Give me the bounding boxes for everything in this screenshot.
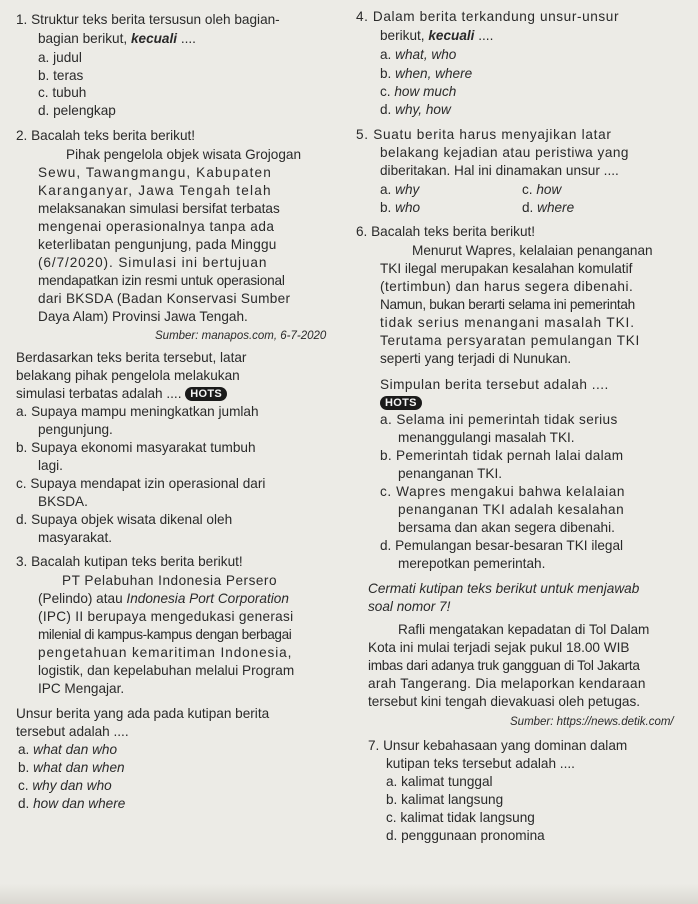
q7-stem-line2: kutipan teks tersebut adalah .... — [386, 756, 575, 771]
q2-option-a-cont: pengunjung. — [38, 422, 113, 437]
q1-option-d[interactable]: d. pelengkap — [38, 103, 116, 118]
hots-badge: HOTS — [185, 387, 227, 401]
q6-passage-line: Menurut Wapres, kelalaian penanganan — [412, 243, 653, 258]
q7-source: Sumber: https://news.detik.com/ — [510, 716, 674, 728]
q2-source: Sumber: manapos.com, 6-7-2020 — [155, 330, 327, 342]
q7-instruction-line2: soal nomor 7! — [368, 599, 451, 614]
q6-option-d-cont: merepotkan pemerintah. — [398, 556, 546, 571]
q6-option-c[interactable]: c. Wapres mengakui bahwa kelalaian — [380, 484, 626, 499]
q2-passage-line: Karanganyar, Jawa Tengah telah — [38, 183, 272, 198]
q2-question-line: belakang pihak pengelola melakukan — [16, 368, 240, 383]
q7-passage-line: tersebut kini tengah dievakuasi oleh petugas. — [368, 694, 641, 709]
q2-passage-line: mendapatkan izin resmi untuk operasional — [38, 273, 285, 288]
hots-badge: HOTS — [380, 396, 422, 410]
q2-passage-line: dari BKSDA (Badan Konservasi Sumber — [38, 291, 291, 306]
q3-passage-line: pengetahuan kemaritiman Indonesia, — [38, 645, 293, 660]
q2-stem: 2. Bacalah teks berita berikut! — [16, 128, 196, 143]
q2-option-d[interactable]: d. Supaya objek wisata dikenal oleh — [16, 512, 233, 527]
q6-passage-line: TKI ilegal merupakan kesalahan komulatif — [380, 261, 633, 276]
q6-option-d[interactable]: d. Pemulangan besar-besaran TKI ilegal — [380, 538, 624, 553]
q3-passage-line: (IPC) II berupaya mengedukasi generasi — [38, 609, 294, 624]
q6-option-b-cont: penanganan TKI. — [398, 466, 503, 481]
q7-passage-line: imbas dari adanya truk gangguan di Tol Jakarta — [368, 658, 640, 673]
q6-question: Simpulan berita tersebut adalah .... — [380, 377, 609, 392]
q5-stem-line: diberitakan. Hal ini dinamakan unsur .... — [380, 163, 619, 178]
page-edge-shadow — [0, 884, 698, 904]
q6-option-c-cont: bersama dan akan segera dibenahi. — [398, 520, 615, 535]
q4-stem: 4. Dalam berita terkandung unsur-unsur — [356, 9, 620, 24]
q4-option-b[interactable]: b. when, where — [380, 66, 473, 81]
q7-option-b[interactable]: b. kalimat langsung — [386, 792, 504, 807]
q4-option-a[interactable]: a. what, who — [380, 47, 457, 62]
q3-option-c[interactable]: c. why dan who — [18, 778, 112, 793]
q1-stem-line2: bagian berikut, kecuali .... — [38, 31, 196, 46]
q2-option-c-cont: BKSDA. — [38, 494, 88, 509]
q2-option-a[interactable]: a. Supaya mampu meningkatkan jumlah — [16, 404, 259, 419]
q5-option-d[interactable]: d. where — [522, 200, 575, 215]
q2-option-c[interactable]: c. Supaya mendapat izin operasional dari — [16, 476, 266, 491]
q4-option-d[interactable]: d. why, how — [380, 102, 451, 117]
q3-passage-line: IPC Mengajar. — [38, 681, 125, 696]
q6-passage-line: Terutama persyaratan pemulangan TKI — [380, 333, 641, 348]
q2-passage-line: keterlibatan pengunjung, pada Minggu — [38, 237, 277, 252]
q6-option-c-cont: penanganan TKI adalah kesalahan — [398, 502, 625, 517]
q2-passage-line: Daya Alam) Provinsi Jawa Tengah. — [38, 309, 248, 324]
q6-passage-line: Namun, bukan berarti selama ini pemerintah — [380, 297, 635, 312]
q2-passage-line: (6/7/2020). Simulasi ini bertujuan — [38, 255, 268, 270]
q2-question-line: simulasi terbatas adalah .... HOTS — [16, 385, 227, 402]
q2-passage-line: melaksanakan simulasi bersifat terbatas — [38, 201, 280, 216]
q5-option-b[interactable]: b. who — [380, 200, 421, 215]
q3-option-d[interactable]: d. how dan where — [18, 796, 126, 811]
q7-option-d[interactable]: d. penggunaan pronomina — [386, 828, 545, 843]
q2-option-d-cont: masyarakat. — [38, 530, 113, 545]
q3-passage-line: logistik, dan kepelabuhan melalui Program — [38, 663, 295, 678]
q6-passage-line: tidak serius menangani masalah TKI. — [380, 315, 635, 330]
q3-option-b[interactable]: b. what dan when — [18, 760, 125, 775]
q7-passage-line: Kota ini mulai terjadi sejak pukul 18.00 WIB — [368, 640, 630, 655]
q7-instruction: Cermati kutipan teks berikut untuk menjawab — [368, 581, 640, 596]
q7-option-a[interactable]: a. kalimat tunggal — [386, 774, 493, 789]
q7-stem: 7. Unsur kebahasaan yang dominan dalam — [368, 738, 628, 753]
q2-passage-line: Sewu, Tawangmangu, Kabupaten — [38, 165, 272, 180]
q3-question-line: tersebut adalah .... — [16, 724, 129, 739]
q4-option-c[interactable]: c. how much — [380, 84, 457, 99]
q1-option-b[interactable]: b. teras — [38, 68, 84, 83]
q6-option-b[interactable]: b. Pemerintah tidak pernah lalai dalam — [380, 448, 624, 463]
q6-passage-line: seperti yang terjadi di Nunukan. — [380, 351, 572, 366]
q3-passage-line: PT Pelabuhan Indonesia Persero — [62, 573, 278, 588]
q2-passage-line: mengenai operasionalnya tanpa ada — [38, 219, 275, 234]
q6-stem: 6. Bacalah teks berita berikut! — [356, 224, 536, 239]
q5-stem-line: belakang kejadian atau peristiwa yang — [380, 145, 629, 160]
q2-passage-line: Pihak pengelola objek wisata Grojogan — [66, 147, 302, 162]
q6-passage-line: (tertimbun) dan harus segera dibenahi. — [380, 279, 634, 294]
q6-option-a[interactable]: a. Selama ini pemerintah tidak serius — [380, 412, 618, 427]
q1-option-a[interactable]: a. judul — [38, 50, 82, 65]
q3-passage-line: milenial di kampus-kampus dengan berbagai — [38, 627, 292, 642]
q6-hots-line — [380, 394, 422, 411]
q7-option-c[interactable]: c. kalimat tidak langsung — [386, 810, 535, 825]
q5-option-a[interactable]: a. why — [380, 182, 420, 197]
q4-stem-line2: berikut, kecuali .... — [380, 28, 494, 43]
q3-stem: 3. Bacalah kutipan teks berita berikut! — [16, 554, 243, 569]
q2-option-b[interactable]: b. Supaya ekonomi masyarakat tumbuh — [16, 440, 256, 455]
q2-question-line: Berdasarkan teks berita tersebut, latar — [16, 350, 247, 365]
q5-stem: 5. Suatu berita harus menyajikan latar — [356, 127, 612, 142]
q7-passage-line: Rafli mengatakan kepadatan di Tol Dalam — [398, 622, 650, 637]
q7-passage-line: arah Tangerang. Dia melaporkan kendaraan — [368, 676, 646, 691]
q5-option-c[interactable]: c. how — [522, 182, 562, 197]
q3-passage-line: (Pelindo) atau Indonesia Port Corporation — [38, 591, 289, 606]
q2-option-b-cont: lagi. — [38, 458, 63, 473]
q1-stem: 1. Struktur teks berita tersusun oleh bagian- — [16, 12, 280, 27]
q1-option-c[interactable]: c. tubuh — [38, 85, 87, 100]
q3-option-a[interactable]: a. what dan who — [18, 742, 118, 757]
q3-question-line: Unsur berita yang ada pada kutipan berita — [16, 706, 270, 721]
q6-option-a-cont: menanggulangi masalah TKI. — [398, 430, 575, 445]
